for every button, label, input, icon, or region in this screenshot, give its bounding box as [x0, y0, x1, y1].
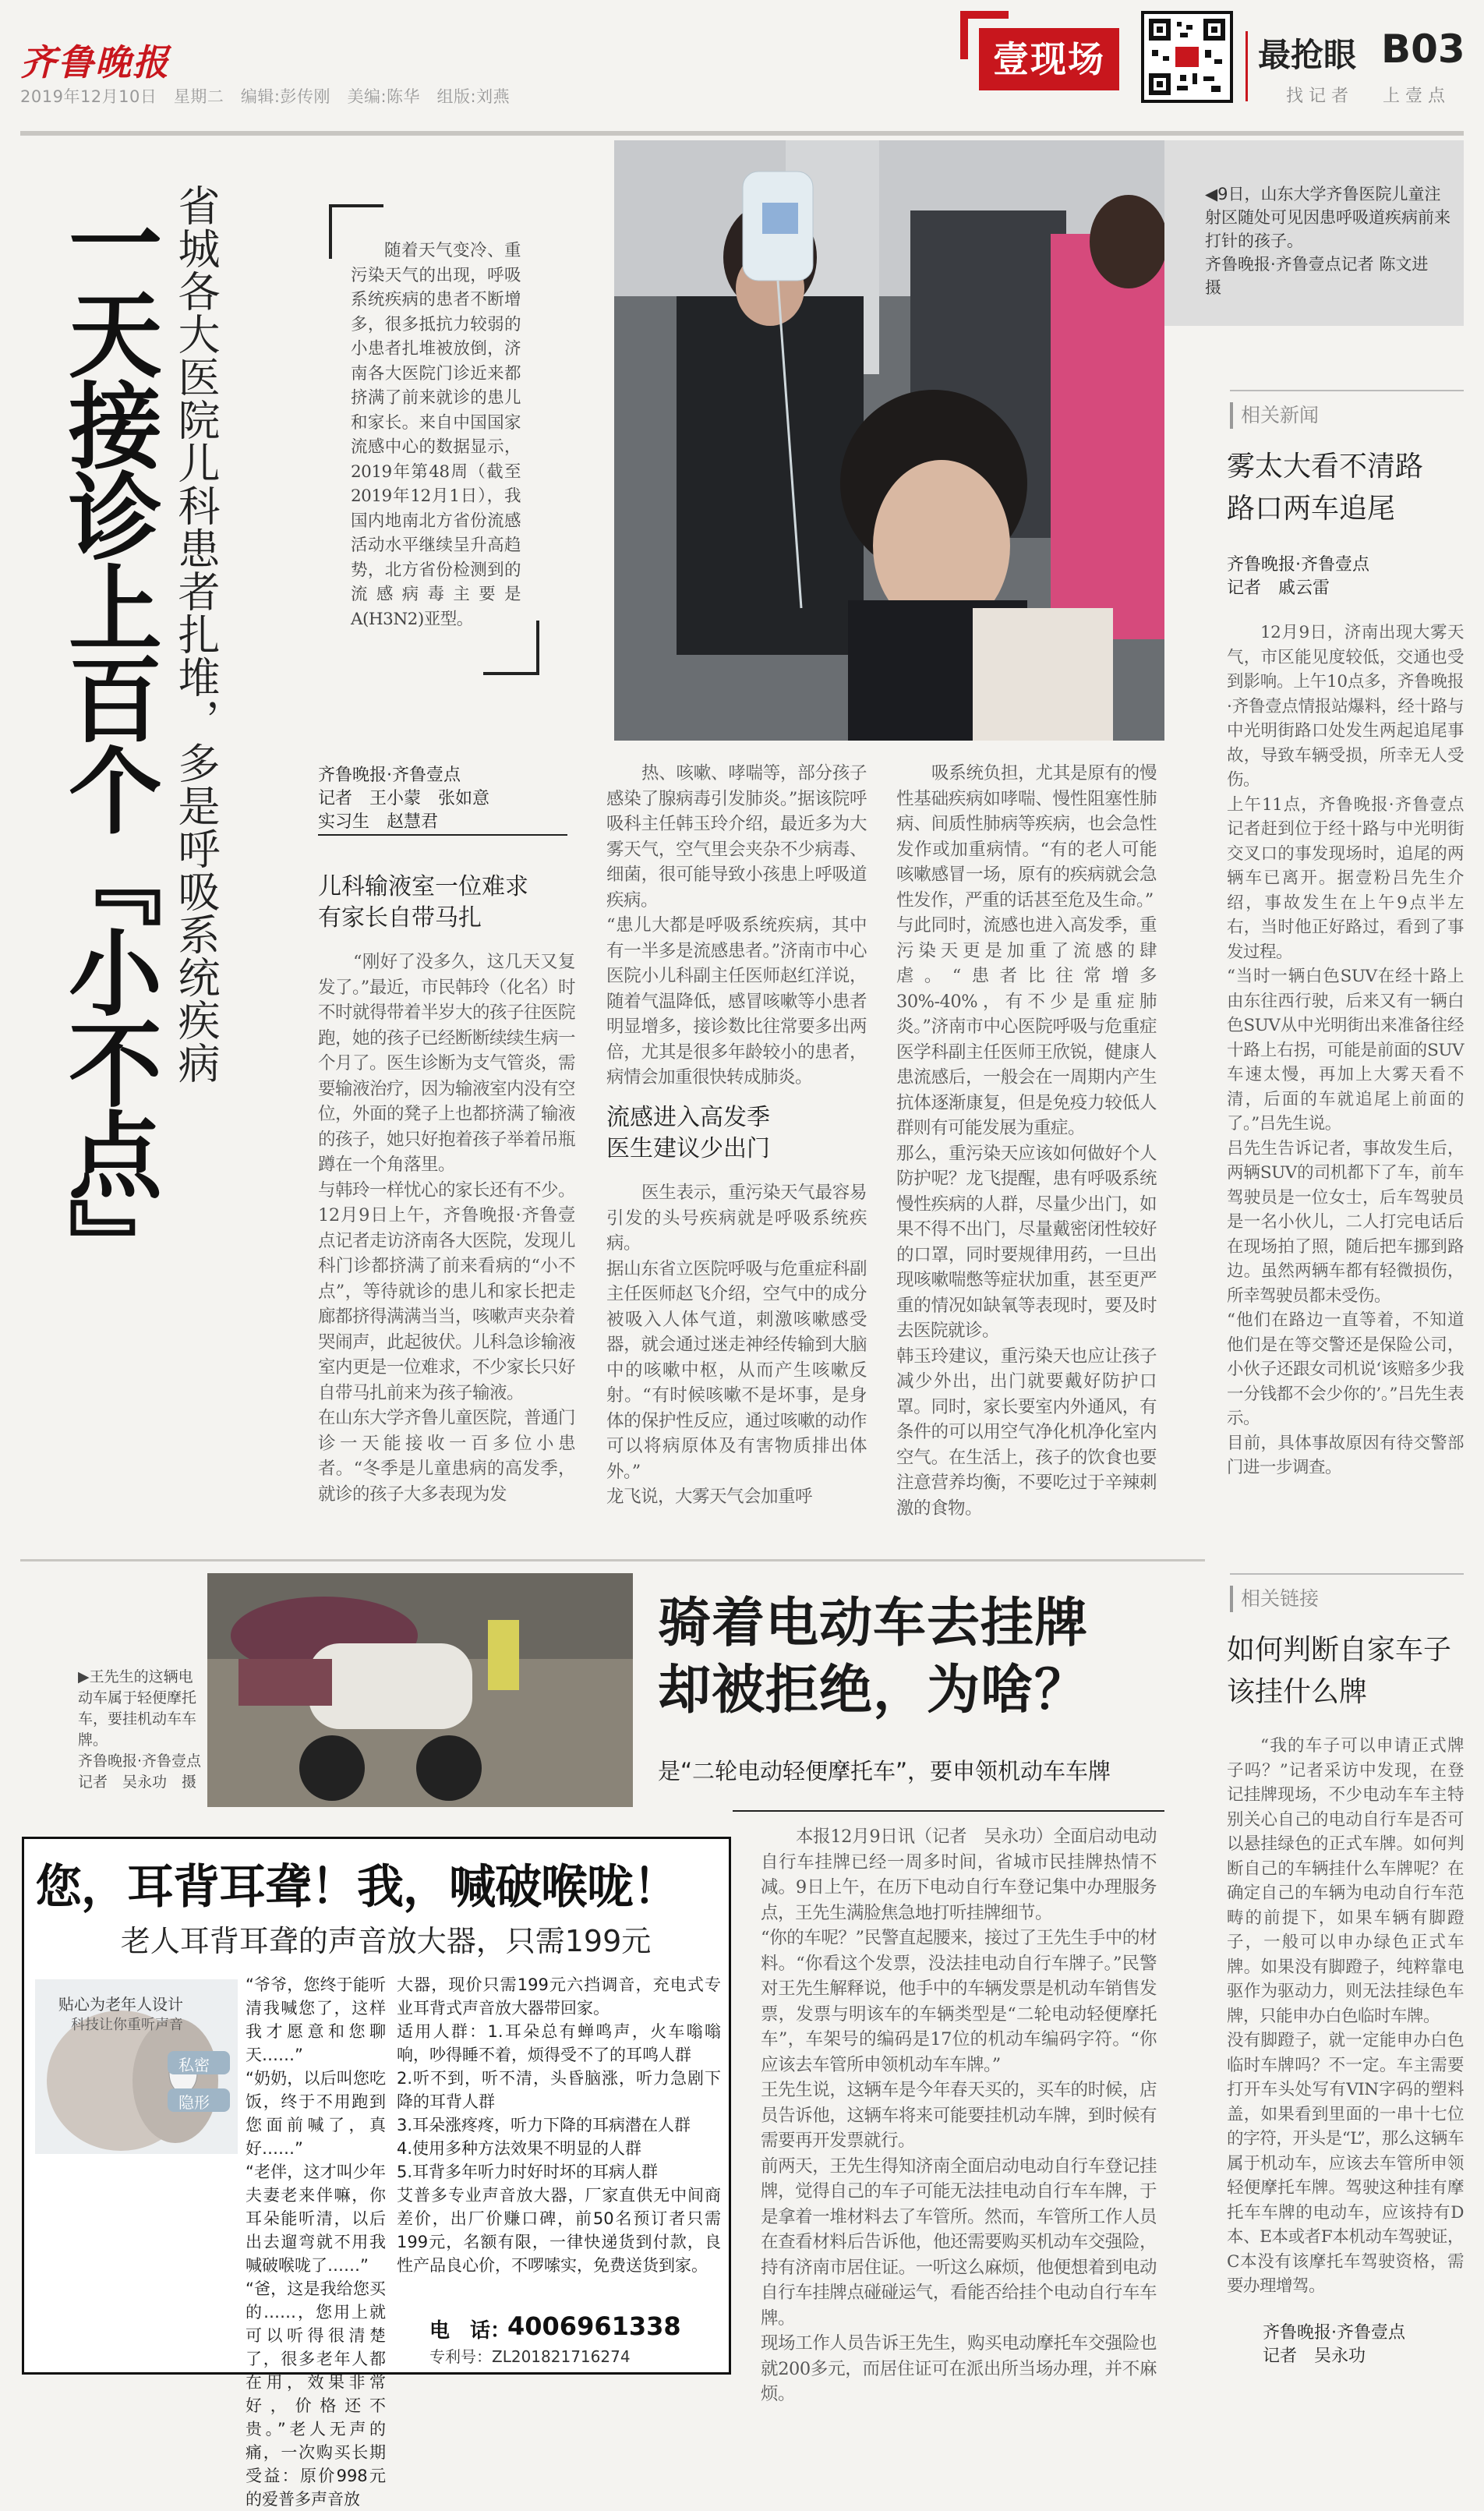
- page-number: B03: [1381, 27, 1465, 72]
- section-badge-frame-top: [960, 11, 1009, 19]
- column-3-text: 吸系统负担，尤其是原有的慢性基础疾病如哮喘、慢性阻塞性肺病、间质性肺病等疾病，也会急性发作或加重病情。“有的老人可能咳嗽感冒一场，原有的疾病就会急性发作，严重的话甚至危及生命。” 与此同时，流感也进入高发季，重污染天更是加重了流感的肆虐。“患者比往常增多30%-40%，有不少是重症肺炎。”济南市中心医院呼吸与危重症医学科副主任医师王欣锐，健康人患流感后，一般会在一周期内产生抗体逐渐康复，但是免疫力较低人群则有可能发展为重症。 那么，重污染天应该如何做好个人防护呢？龙飞提醒，患有呼吸系统慢性疾病的人群，尽量少出门，如果不得不出门，尽量戴密闭性较好的口罩，同时要规律用药，一旦出现咳嗽喘憋等症状加重，甚至更严重的情况如缺氧等表现时，要及时去医院就诊。 韩玉玲建议，重污染天也应让孩子减少外出，出门就要戴好防护口罩。同时，家长要室内外通风，有条件的可以用空气净化机净化室内空气。在生活上，孩子的饮食也要注意营养均衡，不要吃过于辛辣刺激的食物。: [896, 763, 1157, 1519]
- sidebar2-title: 如何判断自家车子 该挂什么牌: [1227, 1634, 1452, 1708]
- sidebar1-byline: 齐鲁晚报·齐鲁壹点 记者 戚云雷: [1227, 555, 1369, 598]
- issue-meta: 2019年12月10日 星期二 编辑:彭传刚 美编:陈华 组版:刘燕: [20, 87, 511, 106]
- ad-patent: 专利号：ZL201821716274: [429, 2347, 631, 2366]
- ad-product-label: 贴心为老年人设计: [58, 1995, 183, 2014]
- sidebar1-tag: 相关新闻: [1230, 402, 1319, 429]
- column-2-text-a: 热、咳嗽、哮喘等，部分孩子感染了腺病毒引发肺炎。”据该院呼吸科主任韩玉玲介绍，最近多为大雾天气，空气里会夹杂不少病毒、细菌，很可能导致小孩患上呼吸道疾病。 “患儿大都是呼吸系统疾病，其中有一半多是流感患者。”济南市中心医院小儿科副主任医师赵红洋说，随着气温降低，感冒咳嗽等小患者明显增多，接诊数比往常要多出两倍，尤其是很多年龄较小的患者，病情会加重很快转成肺炎。: [606, 763, 867, 1088]
- section-badge: 壹现场: [979, 28, 1119, 90]
- hospital-photo-caption: ◀9日，山东大学齐鲁医院儿童注射区随处可见因患呼吸道疾病前来打针的孩子。 齐鲁晚报·齐鲁壹点记者 陈文进 摄: [1205, 185, 1450, 297]
- lead-bracket-top: [329, 204, 383, 207]
- ad-phone: 4006961338: [507, 2311, 681, 2341]
- qr-code: [1141, 11, 1233, 103]
- sidebar2-tag: 相关链接: [1230, 1586, 1319, 1612]
- subhead-infusion-room: 儿科输液室一位难求 有家长自带马扎: [318, 873, 528, 932]
- sidebar2-rule: [1230, 1573, 1464, 1575]
- tagline: 找 记 者 上 壹 点: [1286, 87, 1445, 106]
- scooter-photo: [207, 1573, 633, 1807]
- ad-features: 大器，现价只需199元六挡调音，充电式专业耳背式声音放大器带回家。 适用人群：1.耳朵总有蝉鸣声，火车嗡嗡响，吵得睡不着，烦得受不了的耳鸣人群 2.听不到，听不清，头昏脑涨，听力急剧下降的耳背人群 3.耳朵涨疼疼，听力下降的耳病潜在人群 4.使用多种方法效果不明显的人群 5.耳背多年听力时好时坏的耳病人群 艾普多专业声音放大器，厂家直供无中间商差价，出厂价赚口碑，前50名预订者只需199元，名额有限，一律快递货到付款，良性产品良心价，不啰嗦实，免费送货到家。: [397, 1975, 721, 2275]
- lead-bracket-left: [329, 204, 332, 259]
- ad-box: [22, 1837, 731, 2509]
- masthead-divider: [1246, 31, 1248, 101]
- main-headline: 一天接诊上百个『小不点』: [53, 195, 161, 1289]
- story2-text: 本报12月9日讯（记者 吴永功）全面启动电动自行车挂牌已经一周多时间，省城市民挂牌热情不减。9日上午，在历下电动自行车登记集中办理服务点，王先生满脸焦急地打听挂牌细节。 “你的车呢？”民警直起腰来，接过了王先生手中的材料。“你看这个发票，没法挂电动自行车牌子。”民警对王先生解释说，他手中的车辆发票是机动车销售发票，发票与明该车的车辆类型是“二轮电动轻便摩托车”，车架号的编码是17位的机动车编码字符。“你应该去车管所申领机动车车牌。” 王先生说，这辆车是今年春天买的，买车的时候，店员告诉他，这辆车将来可能要挂机动车牌，到时候有需要再开发票就行。 前两天，王先生得知济南全面启动电动自行车登记挂牌，觉得自己的车子可能无法挂电动自行车车牌，于是拿着一堆材料去了车管所。然而，车管所工作人员在查看材料后告诉他，他还需要购买机动车交强险，持有济南市居住证。一听这么麻烦，他便想着到电动自行车挂牌点碰碰运气，看能否给挂个电动自行车车牌。 现场工作人员告诉王先生，购买电动摩托车交强险也就200多元，而居住证可在派出所当场办理，并不麻烦。: [761, 1827, 1157, 2404]
- newspaper-logo: 齐鲁晚报: [20, 41, 170, 83]
- story2-headline: 骑着电动车去挂牌 却被拒绝，为啥？: [658, 1593, 1089, 1721]
- column-1-text: “刚好了没多久，这几天又复发了。”最近，市民韩玲（化名）时不时就得带着半岁大的孩子往医院跑，她的孩子已经断断续续生病一个月了。医生诊断为支气管炎，需要输液治疗，因为输液室内没有空位，外面的凳子上也都挤满了输液的孩子，她只好抱着孩子举着吊瓶蹲在一个角落里。 与韩玲一样忧心的家长还有不少。12月9日上午，齐鲁晚报·齐鲁壹点记者走访济南各大医院，发现儿科门诊都挤满了前来看病的“小不点”，等待就诊的患儿和家长把走廊都挤得满满当当，咳嗽声夹杂着哭闹声，此起彼伏。儿科急诊输液室内更是一位难求，不少家长只好自带马扎前来为孩子输液。 在山东大学齐鲁儿童医院，普通门诊一天能接收一百多位小患者。“冬季是儿童患病的高发季，就诊的孩子大多表现为发: [318, 952, 576, 1505]
- ad-tag-invisible: 隐形: [178, 2093, 210, 2112]
- sidebar1-rule: [1230, 390, 1464, 391]
- ad-headline: 您，耳背耳聋！我，喊破喉咙！: [35, 1860, 679, 1915]
- lead-paragraph: 随着天气变冷、重污染天气的出现，呼吸系统疾病的患者不断增多，很多抵抗力较弱的小患者扎堆被放倒，济南各大医院门诊近来都挤满了前来就诊的患儿和家长。来自中国国家流感中心的数据显示，2019年第48周（截至2019年12月1日），我国内地南北方省份流感活动水平继续呈升高趋势，北方省份检测到的流感病毒主要是A(H3N2)亚型。: [351, 241, 521, 629]
- main-kicker: 省城各大医院儿科患者扎堆，多是呼吸系统疾病: [171, 184, 221, 1084]
- main-byline: 齐鲁晚报·齐鲁壹点 记者 王小蒙 张如意 实习生 赵慧君: [318, 766, 490, 832]
- byline-rule: [318, 834, 567, 836]
- ad-tag-private: 私密: [178, 2056, 210, 2074]
- scooter-photo-caption: ▶王先生的这辆电动车属于轻便摩托车，要挂机动车车牌。 齐鲁晚报·齐鲁壹点 记者 吴永功 摄: [78, 1668, 202, 1791]
- story2-subhead: 是“二轮电动轻便摩托车”，要申领机动车车牌: [658, 1758, 1111, 1784]
- ad-story: “爷爷，您终于能听清我喊您了，这样我才愿意和您聊天……” “奶奶，以后叫您吃饭，终于不用跑到您面前喊了，真好……” “老伴，这才叫少年夫妻老来伴嘛，你耳朵能听清，以后出去遛弯就不用我喊破喉咙了……” “爸，这是我给您买的……，您用上就可以听得很清楚了，很多老年人都在用，效果非常好，价格还不贵。”老人无声的痛，一次购买长期受益：原价998元的爱普多声音放: [246, 1975, 386, 2509]
- sidebar2-text: “我的车子可以申请正式牌子吗？”记者采访中发现，在登记挂牌现场，不少电动车车主特别关心自己的电动自行车是否可以悬挂绿色的正式车牌。如何判断自己的车辆挂什么车牌呢？在确定自己的车辆为电动自行车范畴的前提下，如果车辆有脚蹬子，一般可以申办绿色正式车牌。如果没有脚蹬子，纯粹靠电驱作为驱动力，则无法挂绿色车牌，只能申办白色临时车牌。 没有脚蹬子，就一定能申办白色临时车牌吗？不一定。车主需要打开车头处写有VIN字码的塑料盖，如果看到里面的一串十七位的字符，开头是“L”，那么这辆车属于机动车，应该去车管所申领轻便摩托车牌。驾驶这种挂有摩托车车牌的电动车，应该持有D本、E本或者F本机动车驾驶证，C本没有该摩托车驾驶资格，需要办理增驾。: [1227, 1736, 1464, 2296]
- sidebar1-text: 12月9日，济南出现大雾天气，市区能见度较低，交通也受到影响。上午10点多，齐鲁晚报·齐鲁壹点情报站爆料，经十路与中光明街路口处发生两起追尾事故，导致车辆受损，所幸无人受伤。 上午11点，齐鲁晚报·齐鲁壹点记者赶到位于经十路与中光明街交叉口的事发现场时，追尾的两辆车已离开。据壹粉吕先生介绍，事故发生在上午9点半左右，当时他正好路过，看到了事发过程。 “当时一辆白色SUV在经十路上由东往西行驶，后来又有一辆白色SUV从中光明街出来准备往经十路上右拐，可能是前面的SUV车速太慢，再加上大雾天看不清，后面的车就追尾上前面的了。”吕先生说。 吕先生告诉记者，事故发生后，两辆SUV的司机都下了车，前车驾驶员是一位女士，后车驾驶员是一名小伙儿，二人打完电话后在现场拍了照，随后把车挪到路边。虽然两辆车都有轻微损伤，所幸驾驶员都未受伤。 “他们在路边一直等着，不知道他们是在等交警还是保险公司，小伙子还跟女司机说‘该赔多少我一分钱都不会少你的’。”吕先生表示。 目前，具体事故原因有待交警部门进一步调查。: [1227, 623, 1464, 1477]
- sidebar2-byline: 齐鲁晚报·齐鲁壹点 记者 吴永功: [1263, 2323, 1405, 2366]
- ad-subhead: 老人耳背耳聋的声音放大器，只需199元: [120, 1924, 652, 1958]
- masthead-rule: [20, 131, 1464, 136]
- ad-product-label-2: 科技让你重听声音: [71, 2017, 183, 2033]
- subhead-flu-season: 流感进入高发季 医生建议少出门: [606, 1104, 770, 1162]
- column-2-text-b: 医生表示，重污染天气最容易引发的头号疾病就是呼吸系统疾病。 据山东省立医院呼吸与危重症科副主任医师赵飞介绍，空气中的成分被吸入人体气道，刺激咳嗽感受器，就会通过迷走神经传输到大脑中的咳嗽中枢，从而产生咳嗽反射。“有时候咳嗽不是坏事，是身体的保护性反应，通过咳嗽的动作可以将病原体及有害物质排出体外。” 龙飞说，大雾天气会加重呼: [606, 1183, 867, 1507]
- story2-rule: [733, 1810, 1164, 1812]
- sidebar1-title: 雾太大看不清路 路口两车追尾: [1227, 451, 1424, 525]
- section-title: 最抢眼: [1258, 36, 1357, 74]
- story2-top-rule: [20, 1559, 1205, 1561]
- hospital-photo: [614, 140, 1164, 741]
- ad-phone-label: 电 话：: [429, 2319, 511, 2343]
- lead-bracket-right: [536, 621, 539, 675]
- lead-bracket-bottom: [483, 672, 539, 675]
